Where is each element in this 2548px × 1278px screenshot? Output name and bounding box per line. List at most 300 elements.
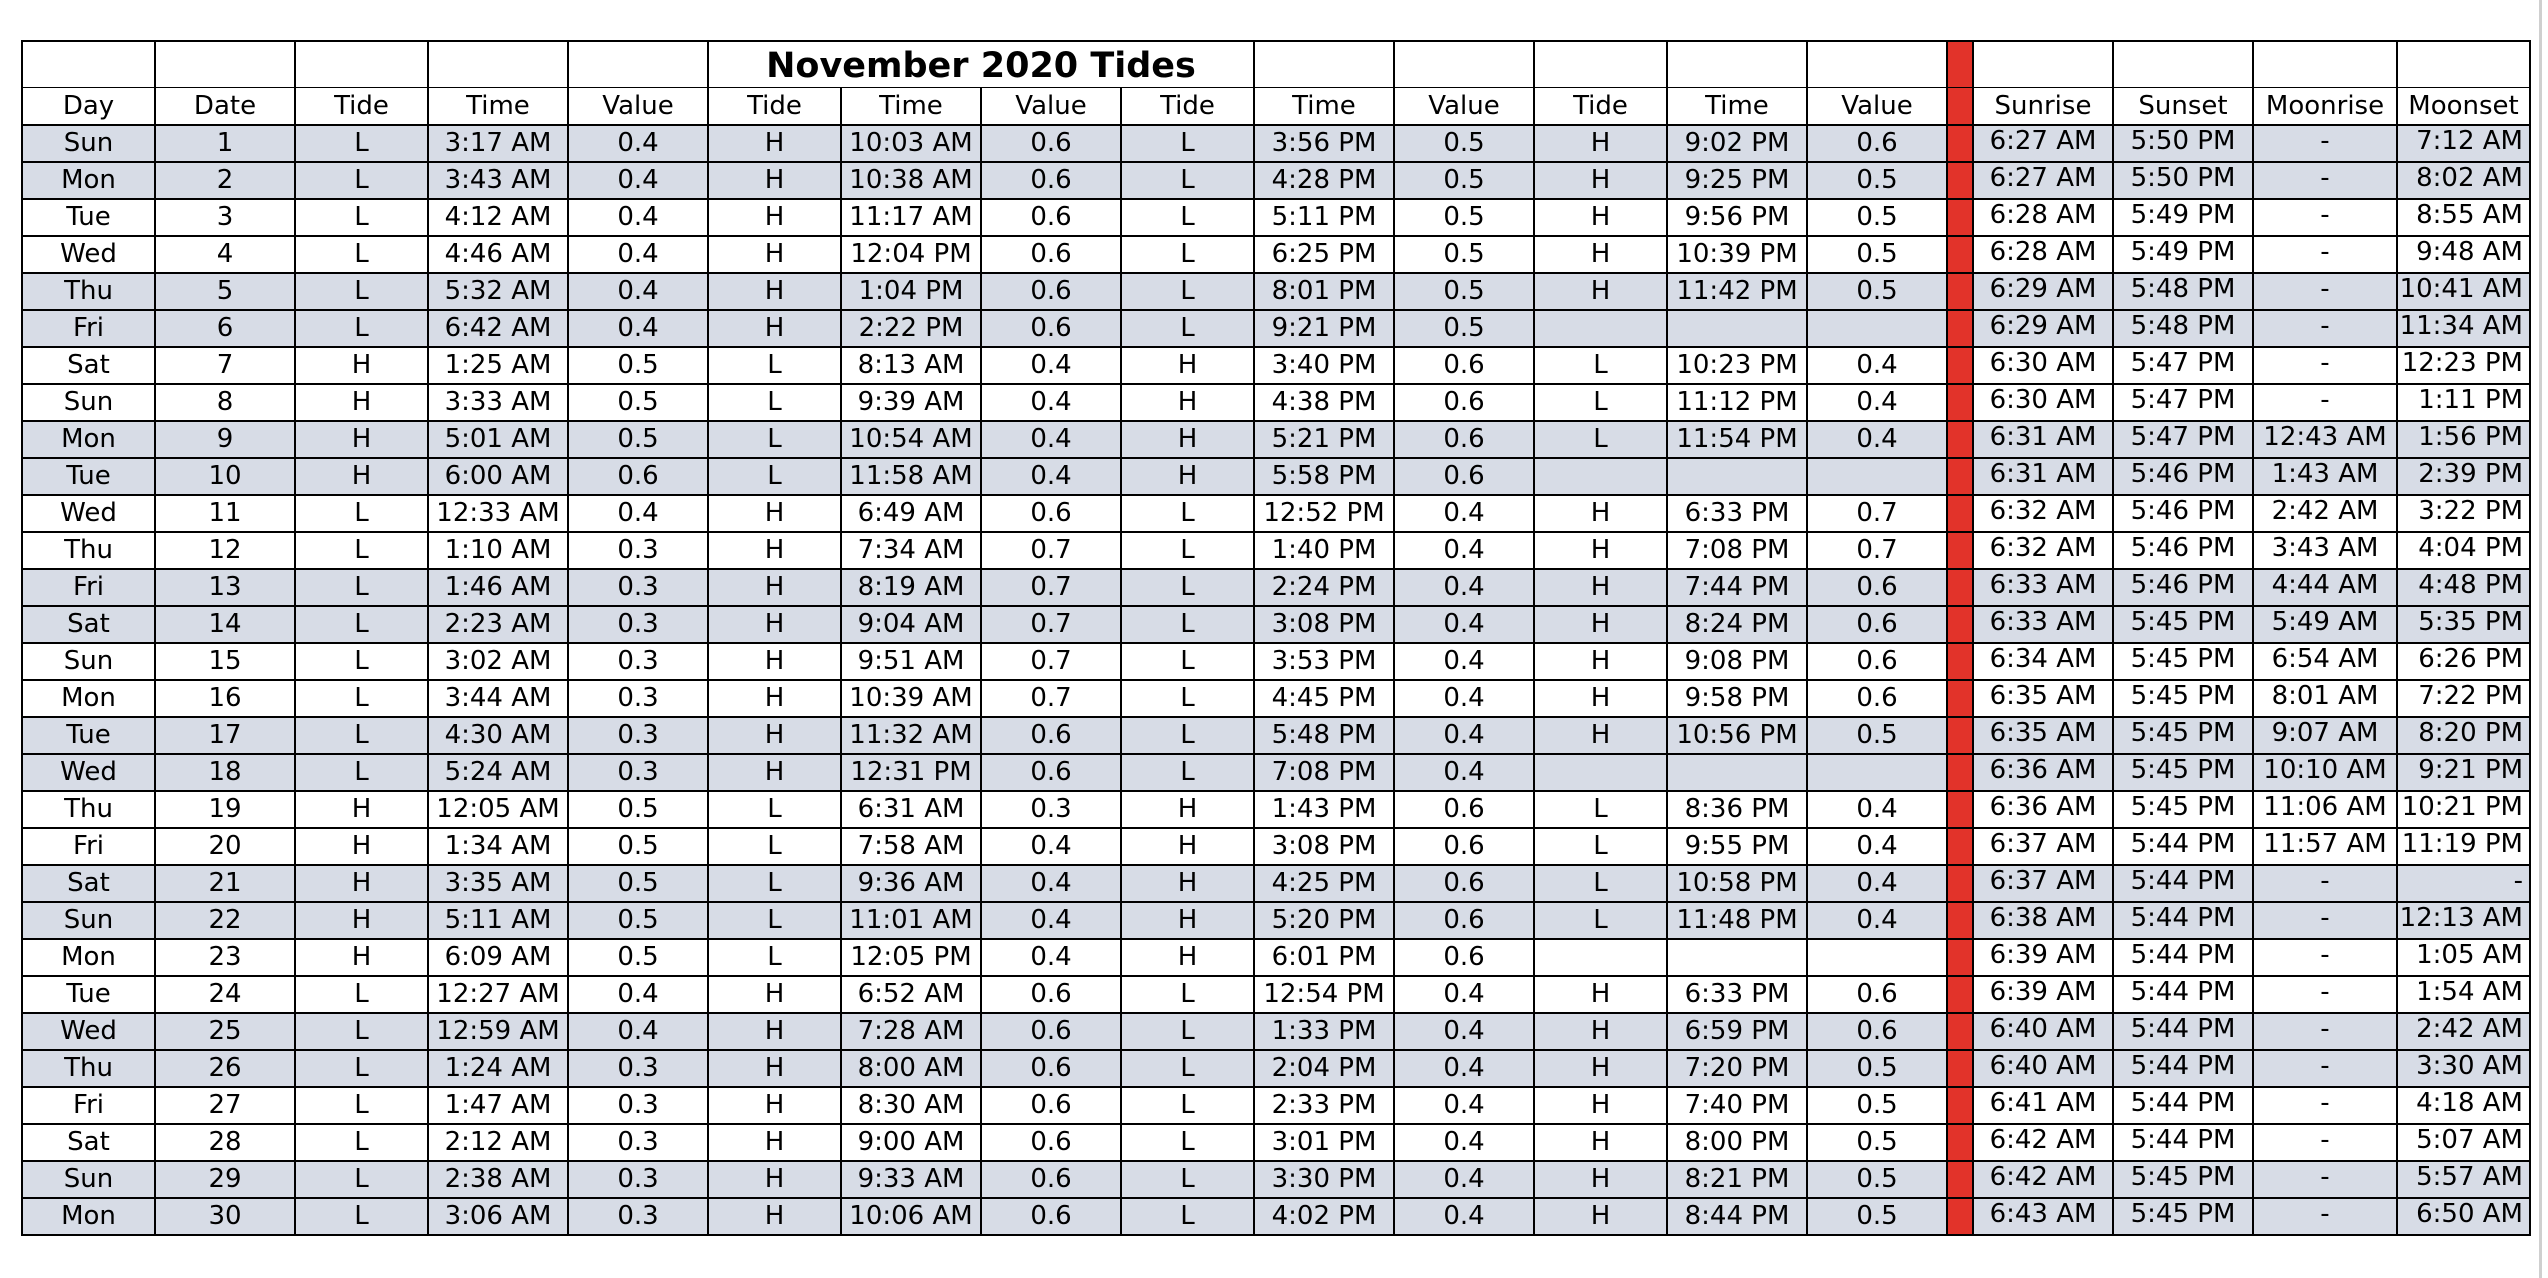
red-divider (1947, 495, 1973, 532)
table-cell: L (708, 347, 841, 384)
table-cell: 11:17 AM (841, 199, 981, 236)
table-cell: 0.5 (568, 939, 708, 976)
table-cell: 6:49 AM (841, 495, 981, 532)
table-cell: 2 (155, 162, 295, 199)
table-cell: 5:44 PM (2113, 976, 2253, 1013)
table-cell: 12:59 AM (428, 1013, 568, 1050)
table-cell: 5:44 PM (2113, 865, 2253, 902)
column-header: Value (981, 88, 1121, 126)
table-cell: H (1534, 236, 1667, 273)
table-cell: 6 (155, 310, 295, 347)
red-divider (1947, 569, 1973, 606)
table-cell: 3:08 PM (1254, 606, 1394, 643)
table-cell: L (1121, 1198, 1254, 1235)
red-divider (1947, 41, 1973, 88)
table-cell: 10 (155, 458, 295, 495)
table-cell: - (2253, 1161, 2397, 1198)
table-cell: L (295, 495, 428, 532)
table-cell: 0.5 (1807, 1087, 1947, 1124)
table-cell: 0.6 (981, 976, 1121, 1013)
table-cell: L (1121, 236, 1254, 273)
table-cell: L (295, 1050, 428, 1087)
table-cell: L (295, 236, 428, 273)
table-cell: 6:41 AM (1973, 1087, 2113, 1124)
title-spacer (1973, 41, 2113, 88)
table-cell: 13 (155, 569, 295, 606)
table-cell: Tue (22, 458, 155, 495)
table-row (22, 1124, 2530, 1161)
table-cell: 8:44 PM (1667, 1198, 1807, 1235)
table-cell: L (1121, 606, 1254, 643)
table-cell: 16 (155, 680, 295, 717)
table-cell: H (708, 495, 841, 532)
table-cell: 6:42 AM (428, 310, 568, 347)
title-spacer (2253, 41, 2397, 88)
table-cell: H (1534, 1087, 1667, 1124)
table-cell: L (295, 125, 428, 162)
table-cell: Sat (22, 865, 155, 902)
table-cell: 2:24 PM (1254, 569, 1394, 606)
table-row (22, 458, 2530, 495)
table-cell: L (295, 273, 428, 310)
table-cell (1534, 310, 1667, 347)
table-cell: H (708, 1124, 841, 1161)
table-cell: 27 (155, 1087, 295, 1124)
table-cell: L (295, 1087, 428, 1124)
table-cell: 5:20 PM (1254, 902, 1394, 939)
table-cell: 15 (155, 643, 295, 680)
table-cell: 9:33 AM (841, 1161, 981, 1198)
table-cell: 0.7 (981, 532, 1121, 569)
table-cell: H (295, 828, 428, 865)
table-cell: 0.7 (1807, 495, 1947, 532)
table-cell: Fri (22, 1087, 155, 1124)
table-cell: 1:54 AM (2397, 976, 2530, 1013)
table-cell: 5:44 PM (2113, 1013, 2253, 1050)
column-header: Value (1807, 88, 1947, 126)
table-cell: Sun (22, 125, 155, 162)
table-cell: 6:40 AM (1973, 1050, 2113, 1087)
table-cell: 1:46 AM (428, 569, 568, 606)
table-cell: 0.4 (1394, 643, 1534, 680)
table-cell: L (708, 939, 841, 976)
table-cell: H (1121, 458, 1254, 495)
table-cell: 0.4 (981, 828, 1121, 865)
table-cell: 6:54 AM (2253, 643, 2397, 680)
table-cell: 10:21 PM (2397, 791, 2530, 828)
table-cell: 3:17 AM (428, 125, 568, 162)
table-cell: L (295, 717, 428, 754)
table-cell: 0.6 (1394, 384, 1534, 421)
table-cell: 2:38 AM (428, 1161, 568, 1198)
table-cell: 0.4 (568, 162, 708, 199)
table-cell: 6:30 AM (1973, 384, 2113, 421)
red-divider (1947, 236, 1973, 273)
table-cell: 7:40 PM (1667, 1087, 1807, 1124)
table-cell: 0.4 (1394, 1161, 1534, 1198)
table-cell: Wed (22, 495, 155, 532)
title-spacer (2397, 41, 2530, 88)
red-divider (1947, 717, 1973, 754)
table-cell: 1:10 AM (428, 532, 568, 569)
table-cell: L (1121, 717, 1254, 754)
table-cell: 0.6 (981, 125, 1121, 162)
table-cell: 0.6 (1807, 569, 1947, 606)
table-cell: 0.6 (1394, 421, 1534, 458)
table-cell: 0.3 (568, 569, 708, 606)
table-row (22, 347, 2530, 384)
table-cell: 2:22 PM (841, 310, 981, 347)
table-cell: 0.4 (1394, 1198, 1534, 1235)
red-divider (1947, 310, 1973, 347)
table-cell: 5:44 PM (2113, 1124, 2253, 1161)
table-cell: 5:45 PM (2113, 606, 2253, 643)
table-cell (1807, 754, 1947, 791)
table-cell: H (1534, 1013, 1667, 1050)
table-cell: 28 (155, 1124, 295, 1161)
red-divider (1947, 421, 1973, 458)
table-cell: 0.5 (1394, 199, 1534, 236)
table-cell: Mon (22, 1198, 155, 1235)
table-cell: L (295, 680, 428, 717)
table-cell: 8:21 PM (1667, 1161, 1807, 1198)
table-row (22, 125, 2530, 162)
table-cell: 6:27 AM (1973, 125, 2113, 162)
table-cell: L (1121, 1050, 1254, 1087)
table-cell: L (295, 199, 428, 236)
table-cell: 6:52 AM (841, 976, 981, 1013)
table-cell: 5:11 PM (1254, 199, 1394, 236)
table-cell: H (295, 421, 428, 458)
table-cell: H (1534, 717, 1667, 754)
table-cell: L (708, 865, 841, 902)
table-row (22, 569, 2530, 606)
table-cell: 6:40 AM (1973, 1013, 2113, 1050)
table-cell: 9:25 PM (1667, 162, 1807, 199)
table-cell: 0.3 (568, 717, 708, 754)
table-cell: 3:01 PM (1254, 1124, 1394, 1161)
table-cell: 0.4 (981, 384, 1121, 421)
table-cell: 9:04 AM (841, 606, 981, 643)
table-cell (1534, 754, 1667, 791)
table-cell: H (708, 717, 841, 754)
table-cell: - (2397, 865, 2530, 902)
table-cell: 7:34 AM (841, 532, 981, 569)
table-cell: 7:12 AM (2397, 125, 2530, 162)
table-cell: 0.5 (1807, 1124, 1947, 1161)
table-cell: H (1534, 569, 1667, 606)
table-cell: H (1121, 865, 1254, 902)
page-title: November 2020 Tides (708, 41, 1254, 88)
table-cell: 0.6 (1807, 976, 1947, 1013)
table-cell: Thu (22, 532, 155, 569)
table-cell: 11:48 PM (1667, 902, 1807, 939)
table-cell: Wed (22, 1013, 155, 1050)
table-cell: 0.3 (568, 1124, 708, 1161)
table-cell: - (2253, 1124, 2397, 1161)
table-cell: 7:20 PM (1667, 1050, 1807, 1087)
table-cell: 1:24 AM (428, 1050, 568, 1087)
table-cell: 10:54 AM (841, 421, 981, 458)
table-cell: 5:49 PM (2113, 199, 2253, 236)
table-cell: L (295, 162, 428, 199)
column-header: Value (1394, 88, 1534, 126)
table-cell: 12:23 PM (2397, 347, 2530, 384)
table-cell: 5:45 PM (2113, 1161, 2253, 1198)
table-cell: H (708, 643, 841, 680)
table-cell: H (708, 754, 841, 791)
table-row (22, 495, 2530, 532)
table-cell: Sat (22, 347, 155, 384)
table-cell: 0.5 (568, 902, 708, 939)
table-cell: 6:33 PM (1667, 976, 1807, 1013)
table-cell: 0.5 (1807, 236, 1947, 273)
table-cell: 12:54 PM (1254, 976, 1394, 1013)
table-cell: 9:02 PM (1667, 125, 1807, 162)
table-cell: 6:37 AM (1973, 865, 2113, 902)
table-cell: 0.6 (981, 162, 1121, 199)
table-cell: 3:30 PM (1254, 1161, 1394, 1198)
table-cell: L (295, 310, 428, 347)
table-cell: 8:02 AM (2397, 162, 2530, 199)
table-cell: H (1534, 1198, 1667, 1235)
table-cell: H (1534, 495, 1667, 532)
table-cell: 6:36 AM (1973, 791, 2113, 828)
column-header: Tide (1534, 88, 1667, 126)
table-cell (1807, 310, 1947, 347)
table-row (22, 976, 2530, 1013)
table-cell: 0.4 (1807, 421, 1947, 458)
table-cell: 3:02 AM (428, 643, 568, 680)
table-cell: - (2253, 902, 2397, 939)
table-cell: 8 (155, 384, 295, 421)
table-row (22, 680, 2530, 717)
table-cell: 5:46 PM (2113, 458, 2253, 495)
table-cell: L (1121, 273, 1254, 310)
table-cell: 12:52 PM (1254, 495, 1394, 532)
table-cell (1807, 458, 1947, 495)
table-cell: 12:05 AM (428, 791, 568, 828)
table-cell: 6:42 AM (1973, 1124, 2113, 1161)
red-divider (1947, 347, 1973, 384)
table-cell: L (1534, 828, 1667, 865)
table-cell: - (2253, 976, 2397, 1013)
table-cell: 0.4 (1394, 717, 1534, 754)
table-row (22, 310, 2530, 347)
red-divider (1947, 1124, 1973, 1161)
table-cell: H (295, 458, 428, 495)
table-cell: 0.6 (1807, 680, 1947, 717)
table-cell: 8:55 AM (2397, 199, 2530, 236)
table-row (22, 1198, 2530, 1235)
table-cell: 1:04 PM (841, 273, 981, 310)
table-cell: 0.5 (1807, 1161, 1947, 1198)
table-cell: 9:55 PM (1667, 828, 1807, 865)
table-cell: Thu (22, 791, 155, 828)
table-cell: 0.4 (1394, 1050, 1534, 1087)
table-cell: 0.4 (568, 273, 708, 310)
table-cell: 6:43 AM (1973, 1198, 2113, 1235)
table-cell: - (2253, 1013, 2397, 1050)
table-cell: 1:05 AM (2397, 939, 2530, 976)
title-spacer (1394, 41, 1534, 88)
table-cell: 0.5 (1807, 1198, 1947, 1235)
table-cell: 5:45 PM (2113, 1198, 2253, 1235)
table-cell: 0.4 (981, 421, 1121, 458)
table-cell: 0.3 (568, 532, 708, 569)
table-cell: 6:35 AM (1973, 717, 2113, 754)
table-cell: H (1534, 1161, 1667, 1198)
table-cell: 3:43 AM (428, 162, 568, 199)
table-cell: 1:43 AM (2253, 458, 2397, 495)
table-cell: H (708, 236, 841, 273)
table-row (22, 236, 2530, 273)
table-cell: 6:30 AM (1973, 347, 2113, 384)
table-cell: 0.4 (568, 199, 708, 236)
red-divider (1947, 828, 1973, 865)
table-cell: 0.6 (1807, 606, 1947, 643)
table-cell: 0.5 (568, 347, 708, 384)
red-divider (1947, 1050, 1973, 1087)
table-cell: 0.6 (1394, 865, 1534, 902)
table-cell: 6:50 AM (2397, 1198, 2530, 1235)
table-cell: 5:07 AM (2397, 1124, 2530, 1161)
table-cell: 9:00 AM (841, 1124, 981, 1161)
table-cell: 4:25 PM (1254, 865, 1394, 902)
table-cell: 6:39 AM (1973, 939, 2113, 976)
table-cell: 11:57 AM (2253, 828, 2397, 865)
table-cell: 6:29 AM (1973, 310, 2113, 347)
table-cell: 4:02 PM (1254, 1198, 1394, 1235)
table-cell: H (295, 791, 428, 828)
table-row (22, 384, 2530, 421)
table-cell: L (295, 1161, 428, 1198)
table-cell: 24 (155, 976, 295, 1013)
title-spacer (295, 41, 428, 88)
table-cell: H (1534, 199, 1667, 236)
table-cell: 0.4 (1394, 1124, 1534, 1161)
table-cell: H (708, 569, 841, 606)
table-cell: L (1121, 569, 1254, 606)
table-cell: 0.6 (981, 310, 1121, 347)
table-cell: 5:47 PM (2113, 421, 2253, 458)
table-cell: H (1534, 532, 1667, 569)
table-cell: L (295, 1013, 428, 1050)
table-cell: 0.3 (568, 643, 708, 680)
table-cell: 5:50 PM (2113, 162, 2253, 199)
table-cell: 0.4 (568, 1013, 708, 1050)
table-cell: L (295, 532, 428, 569)
table-cell: - (2253, 384, 2397, 421)
table-cell: H (1121, 347, 1254, 384)
table-cell: 0.6 (568, 458, 708, 495)
table-cell: 17 (155, 717, 295, 754)
table-cell: 5:50 PM (2113, 125, 2253, 162)
table-cell: 5:45 PM (2113, 643, 2253, 680)
table-cell: H (295, 939, 428, 976)
table-cell: Tue (22, 717, 155, 754)
table-cell: 4:38 PM (1254, 384, 1394, 421)
table-cell: 0.5 (568, 828, 708, 865)
table-cell: 6:31 AM (1973, 421, 2113, 458)
table-cell: 6:00 AM (428, 458, 568, 495)
table-cell: H (1534, 1124, 1667, 1161)
table-cell: 5:44 PM (2113, 939, 2253, 976)
table-cell: 0.4 (1394, 680, 1534, 717)
table-cell: 9:39 AM (841, 384, 981, 421)
table-cell: H (1534, 125, 1667, 162)
table-cell: H (708, 1161, 841, 1198)
table-cell: L (708, 902, 841, 939)
table-row (22, 199, 2530, 236)
table-cell: 3:08 PM (1254, 828, 1394, 865)
table-cell: Mon (22, 421, 155, 458)
table-cell: Mon (22, 680, 155, 717)
table-cell: 4 (155, 236, 295, 273)
table-cell: 0.5 (568, 384, 708, 421)
table-cell: 0.6 (1807, 643, 1947, 680)
table-cell: 9:21 PM (2397, 754, 2530, 791)
table-cell: H (1121, 902, 1254, 939)
table-cell: 20 (155, 828, 295, 865)
table-cell: 4:30 AM (428, 717, 568, 754)
table-cell: 5:46 PM (2113, 495, 2253, 532)
table-cell: 3:30 AM (2397, 1050, 2530, 1087)
table-cell: 0.3 (568, 606, 708, 643)
table-cell: L (1121, 1161, 1254, 1198)
table-row (22, 643, 2530, 680)
red-divider (1947, 88, 1973, 126)
table-cell: 0.3 (568, 680, 708, 717)
table-cell: 0.6 (1394, 902, 1534, 939)
table-cell: 9:48 AM (2397, 236, 2530, 273)
table-cell: 5:24 AM (428, 754, 568, 791)
table-cell: 7:44 PM (1667, 569, 1807, 606)
table-cell: 6:34 AM (1973, 643, 2113, 680)
column-header: Day (22, 88, 155, 126)
table-cell: 3:44 AM (428, 680, 568, 717)
table-cell: 12 (155, 532, 295, 569)
table-cell: L (1121, 754, 1254, 791)
table-cell: 8:01 PM (1254, 273, 1394, 310)
table-cell: 5:44 PM (2113, 1050, 2253, 1087)
table-cell: 5:45 PM (2113, 791, 2253, 828)
table-cell: 3:33 AM (428, 384, 568, 421)
table-cell: 3:43 AM (2253, 532, 2397, 569)
table-cell: Sun (22, 1161, 155, 1198)
table-cell: 5:45 PM (2113, 680, 2253, 717)
table-cell: Fri (22, 569, 155, 606)
table-cell: 1:47 AM (428, 1087, 568, 1124)
table-cell: 0.6 (981, 1161, 1121, 1198)
table-cell: 11:34 AM (2397, 310, 2530, 347)
table-cell: 1:56 PM (2397, 421, 2530, 458)
table-cell: Wed (22, 754, 155, 791)
column-header: Time (841, 88, 981, 126)
table-cell: 5:49 PM (2113, 236, 2253, 273)
table-cell: 4:12 AM (428, 199, 568, 236)
red-divider (1947, 1161, 1973, 1198)
red-divider (1947, 643, 1973, 680)
title-row (22, 41, 2530, 88)
table-cell: L (1121, 495, 1254, 532)
table-cell: 0.4 (1394, 532, 1534, 569)
table-cell: 0.4 (568, 236, 708, 273)
header-row (22, 88, 2530, 126)
table-cell: 1:11 PM (2397, 384, 2530, 421)
table-cell: 7:22 PM (2397, 680, 2530, 717)
table-cell: H (1121, 421, 1254, 458)
